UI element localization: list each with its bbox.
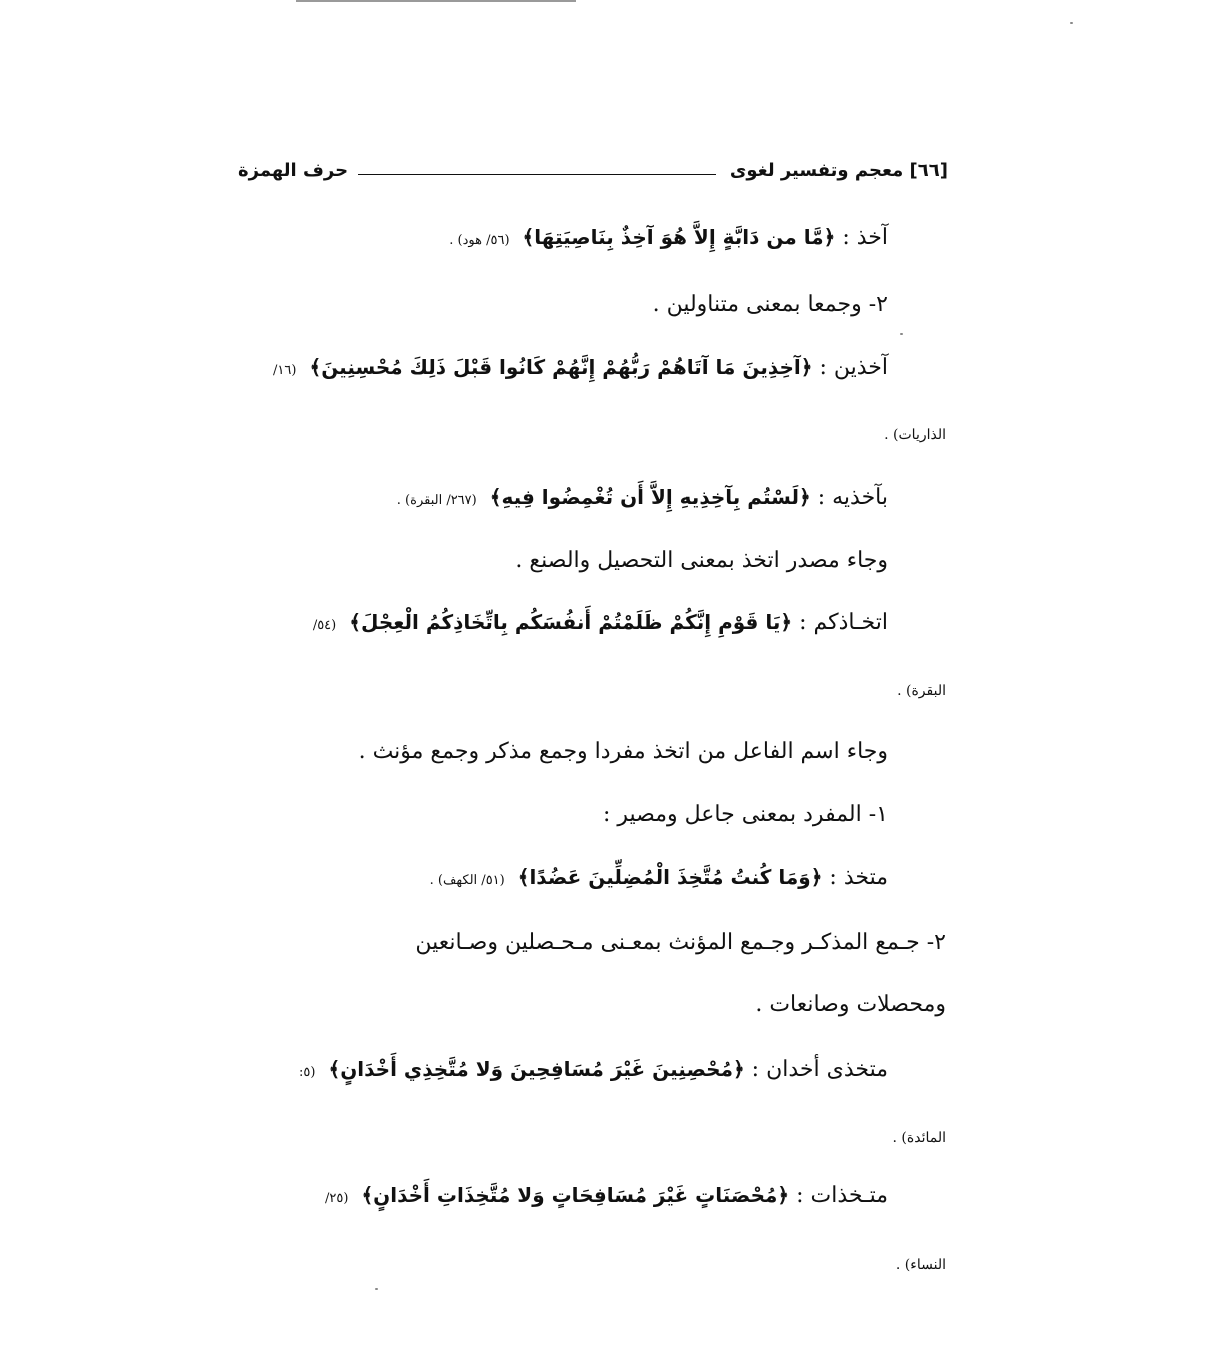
continuation-line	[893, 1123, 946, 1153]
quran-close-bracket: ﴾	[517, 865, 530, 889]
text-line	[359, 737, 888, 767]
quran-quote: مُحْصِنِينَ غَيْرَ مُسَافِحِينَ وَلا مُتَّخِذِي أَخْدَانٍ	[340, 1057, 733, 1081]
quran-close-bracket: ﴾	[522, 225, 535, 249]
body-text: ٢- وجمعا بمعنى متناولين .	[652, 292, 888, 317]
continuation-line	[897, 676, 946, 706]
verse-reference-continued: البقرة) .	[897, 683, 946, 699]
verse-reference: (٥:	[299, 1065, 316, 1080]
text-line	[653, 290, 888, 320]
quran-open-bracket: ﴿	[823, 225, 836, 249]
verse-reference: (٢٥/	[325, 1191, 349, 1206]
verse-reference: (٢٦٧/ البقرة) .	[396, 493, 477, 508]
entry-label: بآخذيه :	[817, 485, 888, 510]
text-line	[755, 990, 946, 1020]
quran-quote: لَسْتُم بِآخِذِيهِ إِلاَّ أَن تُغْمِضُوا فِيهِ	[501, 485, 799, 509]
entry-label: آخذ :	[842, 225, 888, 250]
body-text: وجاء اسم الفاعل من اتخذ مفردا وجمع مذكر وجمع مؤنث .	[358, 739, 888, 764]
quran-open-bracket: ﴿	[732, 1057, 745, 1081]
quran-open-bracket: ﴿	[777, 1183, 790, 1207]
entry-label: متخذ :	[829, 865, 888, 890]
page-header	[228, 160, 948, 190]
continuation-line	[884, 420, 946, 450]
scan-speck	[375, 1288, 378, 1290]
quran-close-bracket: ﴾	[328, 1057, 341, 1081]
quran-open-bracket: ﴿	[780, 610, 793, 634]
section-title: حرف الهمزة	[238, 160, 349, 181]
entry-line	[273, 352, 888, 386]
entry-label: اتخـاذكم :	[799, 610, 888, 635]
verse-reference: (٥٦/ هود) .	[449, 233, 510, 248]
entry-line	[299, 1054, 888, 1088]
scan-speck	[1070, 22, 1073, 24]
entry-line	[449, 222, 888, 256]
entry-label: آخذين :	[819, 355, 888, 380]
verse-reference-continued: النساء) .	[895, 1257, 946, 1273]
quran-close-bracket: ﴾	[349, 610, 361, 634]
quran-open-bracket: ﴿	[810, 865, 823, 889]
entry-label: متخذى أخدان :	[751, 1057, 888, 1082]
body-text: ٢- جـمع المذكـر وجـمع المؤنث بمعـنى مـحـصلين وصـانعين	[415, 930, 946, 955]
quran-quote: يَا قَوْمِ إِنَّكُمْ ظَلَمْتُمْ أَنفُسَكُم بِاتِّخَاذِكُمُ الْعِجْلَ	[360, 610, 781, 634]
entry-line	[325, 1180, 888, 1214]
quran-quote: آخِذِينَ مَا آتَاهُمْ رَبُّهُمْ إِنَّهُمْ كَانُوا قَبْلَ ذَلِكَ مُحْسِنِينَ	[321, 355, 801, 379]
quran-quote: مُحْصَنَاتٍ غَيْرَ مُسَافِحَاتٍ وَلا مُتَّخِذَاتِ أَخْدَانٍ	[373, 1183, 778, 1207]
text-line	[515, 546, 888, 576]
verse-reference-continued: المائدة) .	[892, 1130, 946, 1146]
entry-line	[397, 482, 888, 516]
body-text: ١- المفرد بمعنى جاعل ومصير :	[602, 802, 888, 827]
quran-open-bracket: ﴿	[798, 485, 811, 509]
entry-line	[430, 862, 888, 896]
verse-reference-continued: الذاريات) .	[884, 427, 946, 443]
header-rule	[358, 174, 716, 175]
quran-close-bracket: ﴾	[361, 1183, 374, 1207]
quran-close-bracket: ﴾	[309, 355, 322, 379]
quran-close-bracket: ﴾	[489, 485, 502, 509]
quran-quote: مَّا من دَابَّةٍ إِلاَّ هُوَ آخِذٌ بِنَاصِيَتِهَا	[534, 225, 824, 249]
verse-reference: (٥٤/	[312, 618, 337, 633]
text-line	[603, 800, 888, 830]
text-line	[415, 928, 946, 958]
verse-reference: (٥١/ الكهف) .	[429, 873, 505, 888]
scan-speck	[900, 333, 903, 335]
quran-open-bracket: ﴿	[800, 355, 813, 379]
top-rule	[296, 0, 576, 2]
body-text: وجاء مصدر اتخذ بمعنى التحصيل والصنع .	[515, 548, 888, 573]
entry-label: متـخذات :	[796, 1183, 888, 1208]
continuation-line	[896, 1250, 946, 1280]
entry-line	[313, 607, 888, 641]
verse-reference: (١٦/	[273, 363, 297, 378]
body-text: ومحصلات وصانعات .	[755, 992, 946, 1017]
quran-quote: وَمَا كُنتُ مُتَّخِذَ الْمُضِلِّينَ عَضُدًا	[529, 865, 811, 889]
page-title: [٦٦] معجم وتفسير لغوى	[729, 160, 948, 181]
